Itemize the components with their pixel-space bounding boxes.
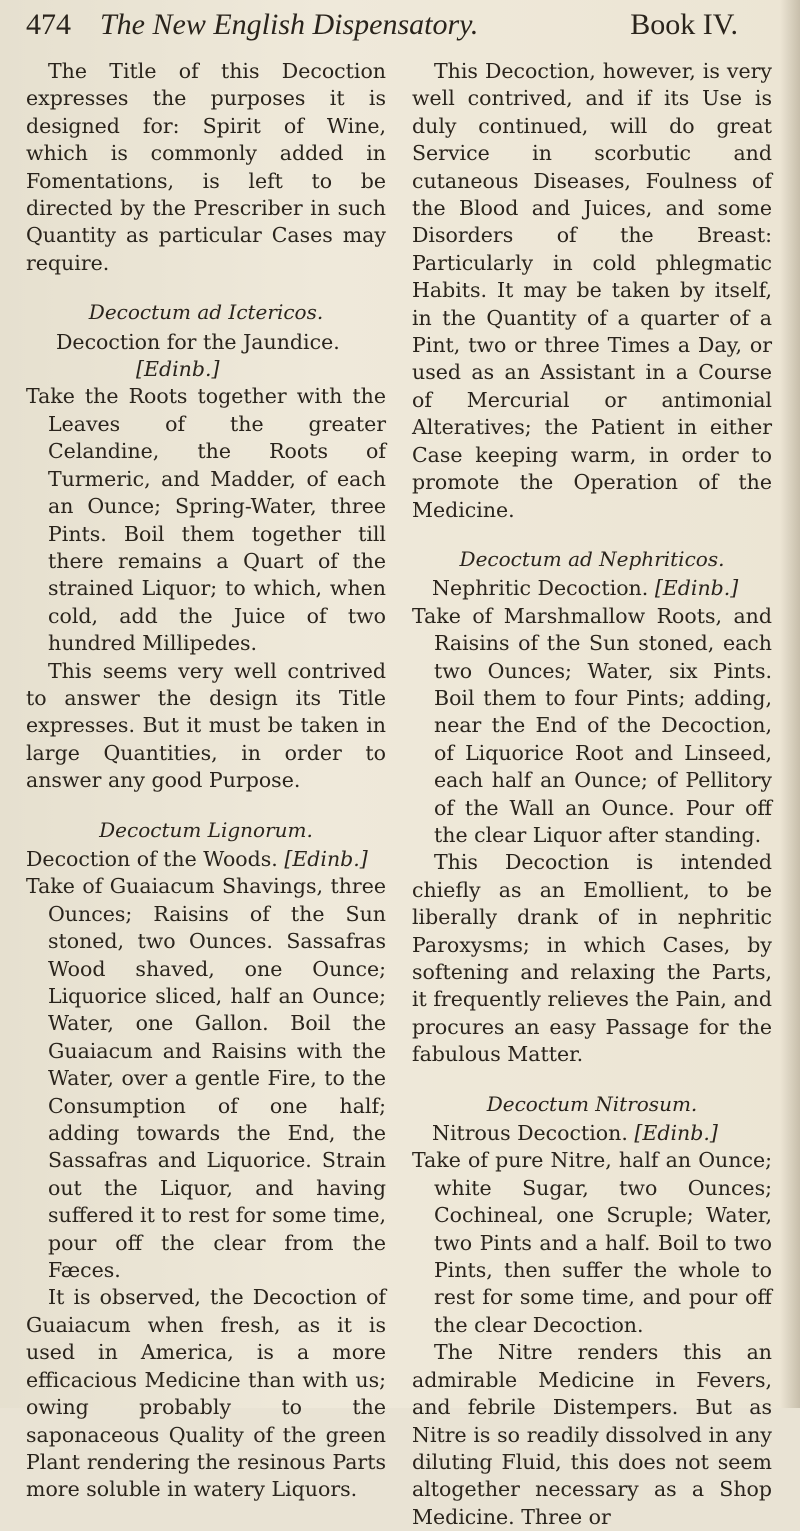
note-woods: It is observed, the Decoction of Guaiacum when fresh, as it is used in America, is a more efficacious Medicine than with us; owing probably to the saponaceous Quality of the green Plant rendering the resinous Parts more soluble in watery Liquors. [26,1285,386,1502]
section-subhead-jaundice [26,329,386,356]
section-heading-lignorum: Decoctum Lignorum. [99,817,313,842]
section-heading-nephriticos: Decoctum ad Nephriticos. [459,546,725,571]
continuation-paragraph: This Decoction, however, is very well contrived, and if its Use is duly continued, will do great Service in scorbutic and cutaneous Diseases, Foulness of the Blood and Juices, and some Disorders of the Breast: Particularly in cold phlegmatic Habits. It may be taken by itself, in the Quantity of a quarter of a Pint, two or three Times a Day, or used as an Assistant in a Course of Mercurial or antimonial Alteratives; the Patient in either Case keeping warm, in order to promote the Operation of the Medicine. [412,59,772,522]
recipe-jaundice: Take the Roots together with the Leaves of the greater Celandine, the Roots of Turmeric, and Madder, of each an Ounce; Spring-Water, three Pints. Boil them together till there remains a Quart of the strained Liquor; to which, when cold, add the Juice of two hundred Millipedes. [26,384,386,656]
ref-text: [Edinb.] [136,357,220,382]
recipe-nephritic: Take of Marshmallow Roots, and Raisins of the Sun stoned, each two Ounces; Water, six Pints. Boil them to four Pints; adding, near the End of the Decoction, of Liquorice Root and Linseed, each half an Ounce; of Pellitory of the Wall an Ounce. Pour off the clear Liquor after standing. [412,603,772,847]
section-heading-ictericos: Decoctum ad Ictericos. [88,300,324,325]
subhead-text: Nephritic Decoction. [432,576,649,601]
ref-text: [Edinb.] [284,846,368,871]
book-label: Book IV. [630,8,738,41]
subhead-text: Decoction for the Jaundice. [56,329,340,354]
recipe-nitrous: Take of pure Nitre, half an Ounce; white Sugar, two Ounces; Cochineal, one Scruple; Water, two Pints and a half. Boil to two Pints, then suffer the whole to rest for some time, and pour off the clear Decoction. [412,1148,772,1337]
reference-edinb [26,356,386,383]
subhead-text: Nitrous Decoction. [432,1121,628,1146]
note-nephritic: This Decoction is intended chiefly as an Emollient, to be liberally drank of in nephritic Paroxysms; in which Cases, by softening and relaxing the Parts, it frequently relieves the Pain, and procures an easy Passage for the fabulous Matter. [412,850,772,1067]
note-jaundice: This seems very well contrived to answer the design its Title expresses. But it must be taken in large Quantities, in order to answer any good Purpose. [26,658,386,793]
section-heading-nitrosum: Decoctum Nitrosum. [486,1091,698,1116]
section-subhead-woods [26,846,386,873]
ref-text: [Edinb.] [634,1121,718,1146]
page-number: 474 [26,8,71,41]
section-subhead-nephritic [412,575,772,602]
right-column [412,58,772,1531]
note-nitrous: The Nitre renders this an admirable Medicine in Fevers, and febrile Distempers. But as Nitre is so readily dissolved in any diluting Fluid, this does not seem altogether necessary as a Shop Medicine. Three or [412,1340,772,1529]
recipe-woods: Take of Guaiacum Shavings, three Ounces; Raisins of the Sun stoned, two Ounces. Sassafras Wood shaved, one Ounce; Liquorice sliced, half an Ounce; Water, one Gallon. Boil the Guaiacum and Raisins with the Water, over a gentle Fire, to the Consumption of one half; adding towards the End, the Sassafras and Liquorice. Strain out the Liquor, and having suffered it to rest for some time, pour off the clear from the Fæces. [26,874,386,1283]
section-subhead-nitrous [412,1120,772,1147]
ref-text: [Edinb.] [654,576,739,601]
page-header [26,8,778,58]
intro-paragraph: The Title of this Decoction expresses the purposes it is designed for: Spirit of Wine, which is commonly added in Fomentations, is left to be directed by the Prescriber in such Quantity as particular Cases may require. [26,59,386,275]
running-title: The New English Dispensatory. [100,8,479,41]
subhead-text: Decoction of the Woods. [26,846,278,871]
text-columns [26,58,778,1531]
left-column [26,58,386,1531]
